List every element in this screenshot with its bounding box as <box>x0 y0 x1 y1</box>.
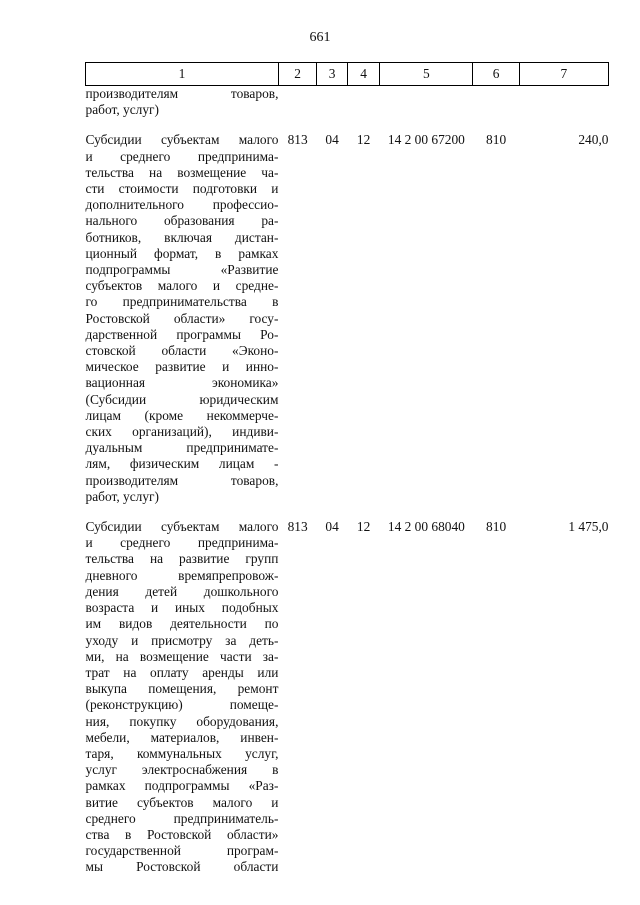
description-line: стовской области «Эконо- <box>85 343 279 359</box>
column-header-6: 6 <box>473 63 519 86</box>
description-line: услуг электроснабжения в <box>85 762 279 778</box>
description-line: Ростовской области» госу- <box>85 310 279 326</box>
description-line: производителям товаров, <box>85 86 279 101</box>
column-header-7: 7 <box>519 63 608 86</box>
cell-section-code: 04 <box>325 132 339 148</box>
cell-subsection-code: 12 <box>356 132 371 148</box>
description-line: дения детей дошкольного <box>85 583 279 599</box>
description-line: выкупа помещения, ремонт <box>85 681 279 697</box>
description-line: дуальным предпринимате- <box>85 440 279 456</box>
description-line: дневного времяпрепровож- <box>85 567 279 583</box>
description-line: мическое развитие и инно- <box>85 359 279 375</box>
table-row <box>86 86 609 119</box>
cell-expense-type <box>473 86 519 119</box>
description-line: мы Ростовской области <box>85 859 279 875</box>
description-line: и среднего предпринима- <box>85 148 279 164</box>
description-line: лям, физическим лицам - <box>85 456 279 472</box>
cell-target-article <box>380 86 473 119</box>
description-line: Субсидии субъектам малого <box>85 132 279 148</box>
description-line: рамках подпрограммы «Раз- <box>85 778 279 794</box>
description-line: ционный формат, в рамках <box>85 245 279 261</box>
description-line: уходу и присмотру за деть- <box>85 632 279 648</box>
cell-expense-type: 810 <box>486 132 507 148</box>
description-line: сти стоимости подготовки и <box>85 181 279 197</box>
cell-ministry-code: 813 <box>287 132 308 148</box>
cell-expense-type: 810 <box>486 519 507 535</box>
column-header-3: 3 <box>317 63 347 86</box>
description-line: возраста и иных подобных <box>85 600 279 616</box>
cell-section-code: 04 <box>325 519 339 535</box>
description-line: среднего предприниматель- <box>85 810 279 826</box>
description-line: трат на оплату аренды или <box>85 664 279 680</box>
cell-target-article: 14 2 00 67200 <box>387 132 465 148</box>
description-line: ботников, включая дистан- <box>85 229 279 245</box>
column-header-2: 2 <box>278 63 316 86</box>
description-line: нального образования ра- <box>85 213 279 229</box>
cell-subsection-code: 12 <box>356 519 371 535</box>
description-line: го предпринимательства в <box>85 294 279 310</box>
description-line: ских организаций), индиви- <box>85 424 279 440</box>
row-description <box>86 132 279 505</box>
budget-table <box>85 62 609 876</box>
row-description <box>86 519 279 875</box>
description-line: ния, покупку оборудования, <box>85 713 279 729</box>
description-line: дарственной программы Ро- <box>85 326 279 342</box>
description-line: вационная экономика» <box>85 375 279 391</box>
description-line: производителям товаров, <box>85 472 279 488</box>
cell-amount: 240,0 <box>578 132 609 148</box>
description-line: таря, коммунальных услуг, <box>85 745 279 761</box>
description-line: ства в Ростовской области» <box>85 826 279 842</box>
description-line: лицам (кроме некоммерче- <box>85 407 279 423</box>
description-line: (Субсидии юридическим <box>85 391 279 407</box>
page-number: 661 <box>309 30 331 45</box>
description-line: подпрограммы «Развитие <box>85 262 279 278</box>
description-line: витие субъектов малого и <box>85 794 279 810</box>
table-row <box>86 519 609 875</box>
description-line: тельства на развитие групп <box>85 551 279 567</box>
column-header-5: 5 <box>380 63 473 86</box>
description-line: ми, на возмещение части за- <box>85 648 279 664</box>
table-header-row <box>86 63 609 86</box>
description-line: работ, услуг) <box>85 102 159 118</box>
description-line: государственной програм- <box>85 843 279 859</box>
cell-target-article: 14 2 00 68040 <box>387 519 465 535</box>
column-header-4: 4 <box>347 63 379 86</box>
description-line: Субсидии субъектам малого <box>85 519 279 535</box>
table-row <box>86 132 609 505</box>
cell-amount: 1 475,0 <box>568 519 609 535</box>
cell-amount <box>519 86 608 119</box>
cell-section-code <box>317 86 347 119</box>
description-line: мебели, материалов, инвен- <box>85 729 279 745</box>
cell-subsection-code <box>347 86 379 119</box>
description-line: (реконструкцию) помеще- <box>85 697 279 713</box>
row-spacer <box>86 505 609 519</box>
description-line: субъектов малого и средне- <box>85 278 279 294</box>
column-header-1: 1 <box>86 63 279 86</box>
row-description <box>86 86 279 119</box>
cell-ministry-code <box>278 86 316 119</box>
cell-ministry-code: 813 <box>287 519 308 535</box>
description-line: и среднего предпринима- <box>85 535 279 551</box>
description-line: тельства на возмещение ча- <box>85 164 279 180</box>
description-line: работ, услуг) <box>85 488 159 504</box>
description-line: дополнительного профессио- <box>85 197 279 213</box>
description-line: им видов деятельности по <box>85 616 279 632</box>
row-spacer <box>86 118 609 132</box>
